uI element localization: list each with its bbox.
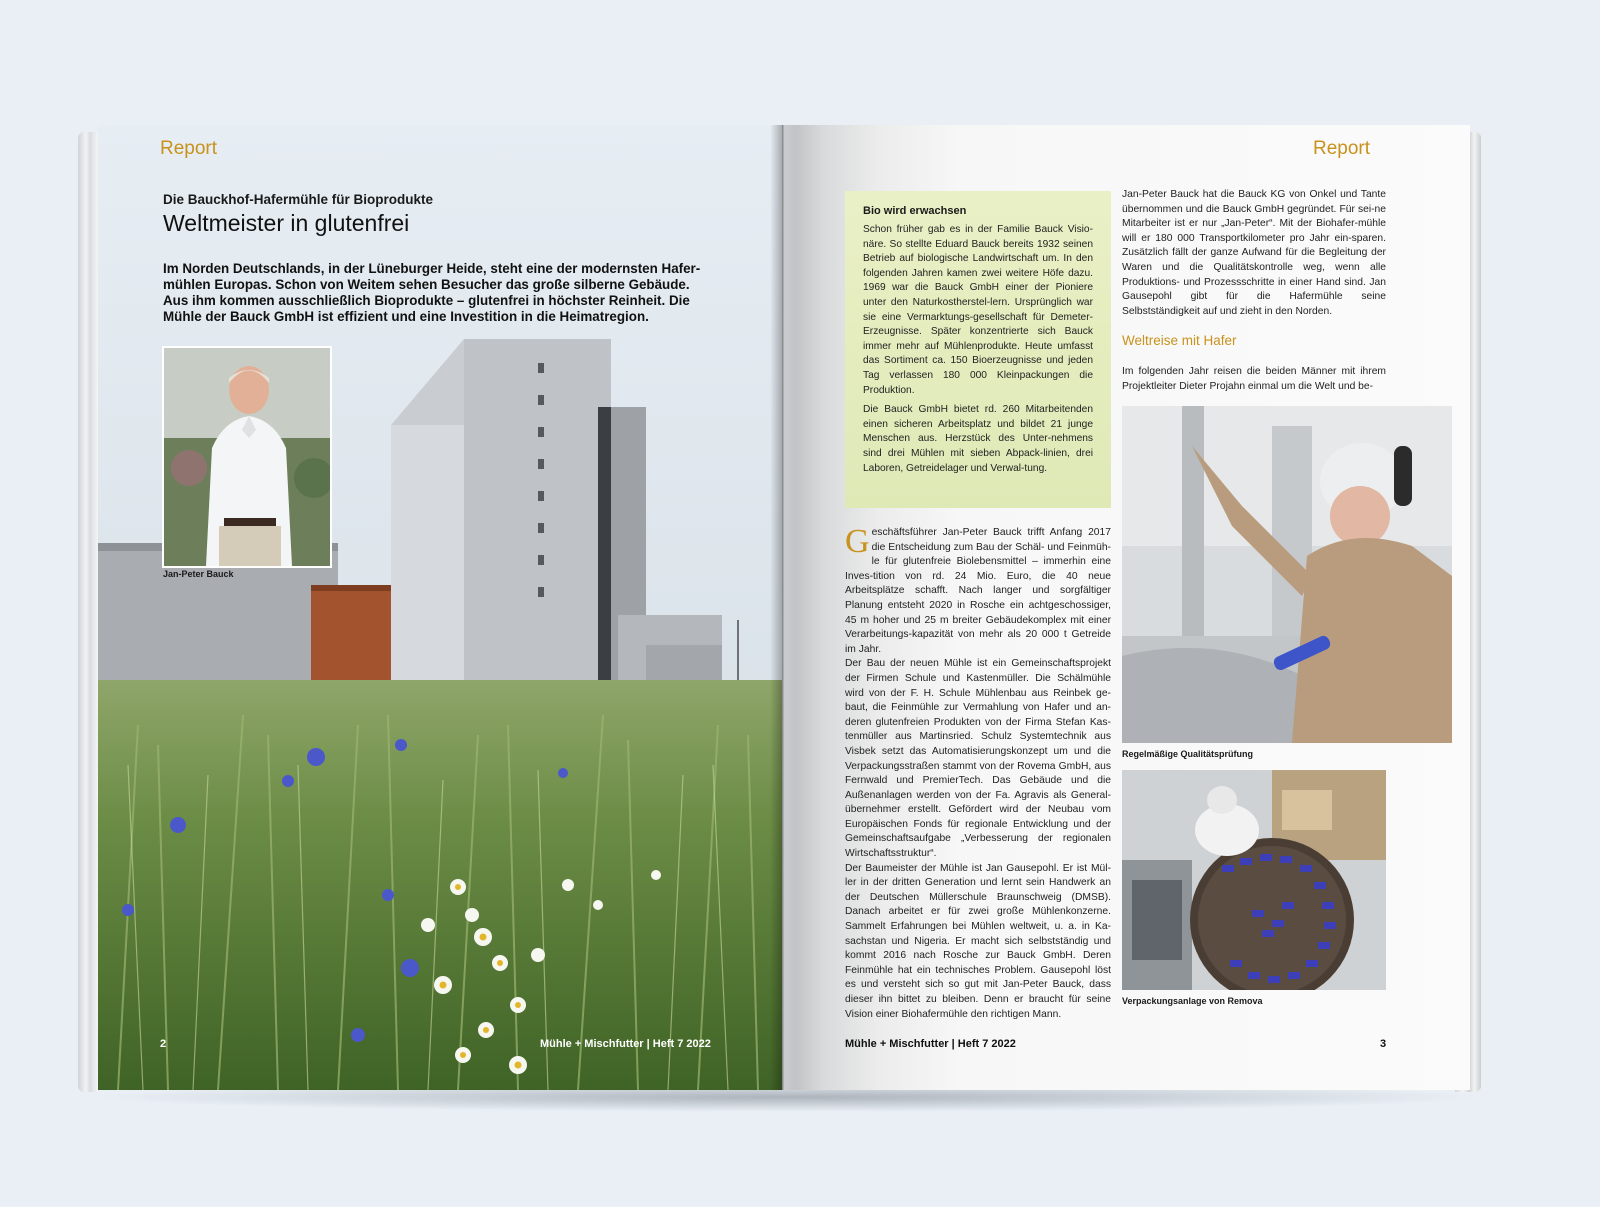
- body-paragraph: Geschäftsführer Jan-Peter Bauck trifft Anfang 2017 die Entscheidung zum Bau der Schäl- und Feinmüh-le für glutenfreie Biolebensmittel – immerhin eine Inves-tition von rd. 24 Mio. Euro, die 40 neue Arbeitsplätze schafft. Nach langer und sorgfältiger Planung entsteht 2020 in Rosche ein achtgeschossiger, 45 m hoher und 25 m breiter Gebäudekomplex mit einer Verarbeitungs-kapazität von mehr als 20 000 t Getreide im Jahr.: [845, 523, 1111, 655]
- info-box-title: Bio wird erwachsen: [863, 205, 967, 217]
- body-column-2b: [1122, 365, 1386, 394]
- page-number-right: 3: [1380, 1038, 1387, 1050]
- page-edge-left: [78, 132, 98, 1092]
- body-column-1: [845, 523, 1111, 1022]
- packaging-line-photo: [1122, 770, 1386, 990]
- info-box-paragraph: Die Bauck GmbH bietet rd. 260 Mitarbeitenden einen sicheren Arbeitsplatz und bildet 21 junge Menschen aus. Herzstück des Unter-nehmens sind drei Mühlen mit sieben Abpack-linien, drei Laboren, Getreidelager und Verwal-tung.: [863, 404, 1093, 474]
- magazine-footer-right: Mühle + Mischfutter | Heft 7 2022: [845, 1038, 1016, 1050]
- portrait-photo: [162, 346, 332, 568]
- magazine-footer-left: Mühle + Mischfutter | Heft 7 2022: [540, 1038, 711, 1050]
- photo-caption-1: Regelmäßige Qualitätsprüfung: [1122, 749, 1254, 759]
- info-box: [845, 191, 1111, 508]
- article-headline: Weltmeister in glutenfrei: [163, 210, 410, 236]
- portrait-image: [164, 348, 330, 566]
- left-page: [98, 125, 782, 1090]
- subheading: Weltreise mit Hafer: [1122, 333, 1237, 348]
- body-paragraph: Jan-Peter Bauck hat die Bauck KG von Onkel und Tante übernommen und die Bauck GmbH gegründet. Für sei-ne Mitarbeiter ist er nur „Jan-Peter“. Mit der Biohafer-mühle will er 180 000 Transportkilometer pro Jahr ein-sparen. Zusätzlich fällt der ganze Aufwand für die Begleitung der Waren und die Qualitätskontrolle weg, wenn alle Produktions- und Prozessschritte in einer Hand sind. Jan Gausepohl gibt für die Hafermühle seine Selbstständigkeit auf und zieht in den Norden.: [1122, 189, 1386, 317]
- right-page: [782, 125, 1470, 1090]
- quality-check-photo: [1122, 406, 1452, 743]
- page-number-left: 2: [160, 1038, 167, 1050]
- drop-cap: G: [845, 523, 870, 560]
- body-column-2: [1122, 188, 1386, 319]
- article-lead: Im Norden Deutschlands, in der Lüneburger Heide, steht eine der modernsten Hafer-mühlen Europas. Schon von Weitem sehen Besucher das große silberne Gebäude. Aus ihm kommen ausschließlich Bioprodukte – glutenfrei in höchster Reinheit. Die Mühle der Bauck GmbH ist effizient und eine Investition in die Heimatregion.: [163, 261, 701, 324]
- body-paragraph: Im folgenden Jahr reisen die beiden Männer mit ihrem Projektleiter Dieter Projahn einmal um die Welt und be-: [1122, 366, 1386, 392]
- article-kicker: Die Bauckhof-Hafermühle für Bioprodukte: [163, 192, 434, 207]
- portrait-caption: Jan-Peter Bauck: [163, 569, 234, 579]
- body-paragraph: Der Bau der neuen Mühle ist ein Gemeinschaftsprojekt der Firmen Schule und Kastenmüller. Die Schälmühle wird von der F. H. Schule Mühlenbau aus Reinbek ge-baut, die Feinmühle zur Vermahlung von Hafer und an-deren glutenfreien Produkten von der Firma Stefan Kas-tenmüller aus Martinsried. Schulz Systemtechnik aus Visbek setzt das Automatisierungskonzept um und die Verpackungsstraßen stammt von der Rovema GmbH, aus Fernwald und PremierTech. Das Gebäude und die Außenanlagen werden von der Fa. Agravis als General-übernehmer erstellt. Gefördert wird der Neubau vom Europäischen Fonds für regionale Entwicklung und der Gemeinschaftsaufgabe „Verbesserung der regionalen Wirtschaftsstruktur“.: [845, 658, 1111, 860]
- section-label: Report: [160, 138, 218, 159]
- photo-caption-2: Verpackungsanlage von Remova: [1122, 996, 1263, 1006]
- body-paragraph: Der Baumeister der Mühle ist Jan Gausepohl. Er ist Mül-ler in der dritten Generation und lernt sein Handwerk an der Deutschen Müllerschule Braunschweig (DMSB). Danach arbeitet er für zwei große Mühlenkonzerne. Sammelt Erfahrungen bei Mühlen weltweit, u. a. in Ka-sachstan und Nigeria. Er macht sich selbstständig und kommt 2016 nach Rosche zur Bauck GmbH. Deren Feinmühle hat ein technisches Problem. Gausepohl löst es und versteht sich so gut mit Jan-Peter Bauck, dass dieser ihn bittet zu bleiben. Denn er braucht für seine Vision einer Biohafermühle den richtigen Mann.: [845, 862, 1111, 1020]
- section-label-right: Report: [1312, 138, 1370, 159]
- info-box-paragraph: Schon früher gab es in der Familie Bauck Visio-näre. So stellte Eduard Bauck bereits 1932 seinen Betrieb auf biologische Landwirtschaft um. In den folgenden Jahren kamen zwei weitere Höfe dazu. 1969 war die Bauck GmbH einer der Pioniere unter den Naturkostherstel-lern. Ursprünglich war sie eine Vermarktungs-gesellschaft für Demeter-Erzeugnisse. Später konzentrierte sich Bauck immer mehr auf Mühlenprodukte. Heute umfasst das Sortiment ca. 150 Bioerzeugnisse und jeden Tag verlassen 180 000 Kleinpackungen die Produktion.: [863, 224, 1093, 396]
- magazine-spine: [770, 125, 796, 1090]
